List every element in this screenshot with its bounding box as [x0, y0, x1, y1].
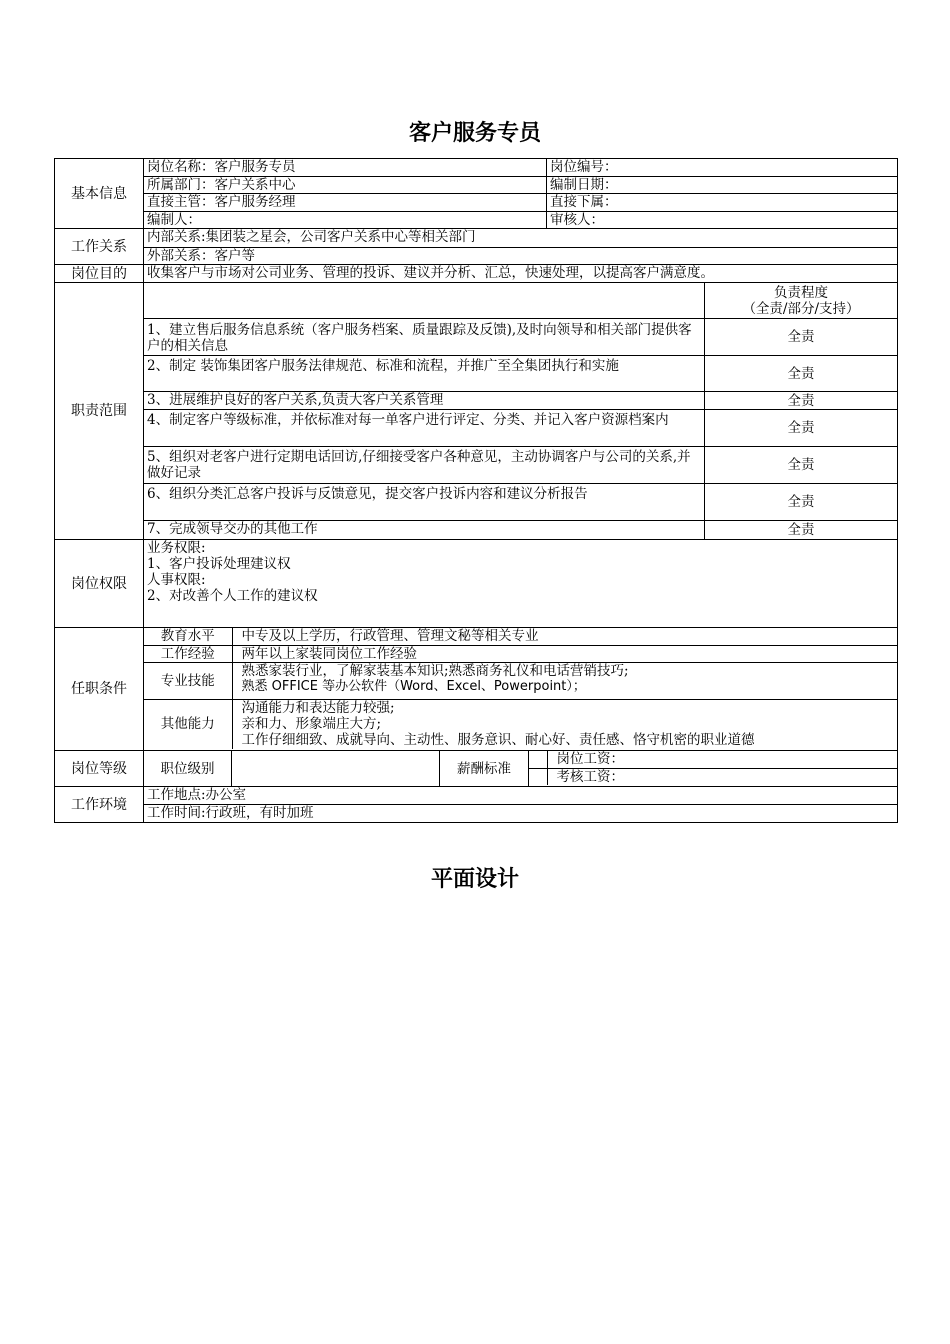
purpose-label: 岗位目的 [55, 265, 144, 283]
purpose-text: 收集客户与市场对公司业务、管理的投诉、建议并分析、汇总，快速处理，以提高客户满意度。 [144, 265, 898, 283]
relations-label: 工作关系 [55, 229, 144, 265]
qualifications-block [144, 628, 898, 751]
external-relations: 外部关系：客户等 [144, 248, 898, 265]
level-value [232, 751, 440, 787]
environment-label: 工作环境 [55, 787, 144, 823]
work-place: 工作地点:办公室 [144, 787, 898, 805]
authority-line: 2、对改善个人工作的建议权 [147, 588, 318, 604]
responsibility-header-line1: 负责程度 [774, 284, 828, 301]
duty-item: 4、制定客户等级标准，并依标准对每一单客户进行评定、分类、并记入客户资源档案内 [144, 410, 705, 447]
level-label: 职位级别 [144, 751, 232, 787]
duty-item: 5、组织对老客户进行定期电话回访,仔细接受客户各种意见，主动协调客户与公司的关系,并做好记录 [144, 447, 705, 484]
qual-line: 亲和力、形象端庄大方; [241, 715, 382, 732]
qual-name: 工作经验 [144, 645, 232, 662]
authority-line: 业务权限: [147, 540, 206, 556]
qual-name: 其他能力 [144, 699, 232, 749]
qualifications-table [144, 628, 897, 749]
job-code-cell: 岗位编号： [547, 159, 898, 177]
qual-line: 熟悉家装行业，了解家装基本知识;熟悉商务礼仪和电话营销技巧; [241, 662, 629, 679]
document-title: 客户服务专员 [408, 121, 541, 146]
grade-label: 岗位等级 [55, 751, 144, 787]
authority-label: 岗位权限 [55, 540, 144, 628]
duties-label: 职责范围 [55, 283, 144, 540]
reviewer-cell: 审核人： [547, 212, 898, 229]
job-title-cell: 岗位名称：客户服务专员 [144, 159, 547, 177]
duty-item: 3、进展维护良好的客户关系,负责大客户关系管理 [144, 392, 705, 410]
qual-value [232, 662, 897, 699]
authority-line: 1、客户投诉处理建议权 [147, 556, 291, 572]
duty-level: 全责 [705, 484, 898, 521]
internal-relations: 内部关系:集团装之星会，公司客户关系中心等相关部门 [144, 229, 898, 248]
compile-date-cell: 编制日期： [547, 177, 898, 194]
duties-header-blank [144, 283, 705, 319]
duty-item: 6、组织分类汇总客户投诉与反馈意见，提交客户投诉内容和建议分析报告 [144, 484, 705, 521]
salary-spacer [529, 768, 547, 785]
supervisor-cell: 直接主管：客户服务经理 [144, 194, 547, 212]
compiler-cell: 编制人： [144, 212, 547, 229]
next-section-title: 平面设计 [430, 867, 519, 892]
salary-table [529, 751, 897, 785]
salary-block [529, 751, 898, 787]
authority-content [144, 540, 898, 628]
duty-level: 全责 [705, 319, 898, 356]
qual-line: 沟通能力和表达能力较强; [241, 699, 395, 716]
qual-value: 中专及以上学历，行政管理、管理文秘等相关专业 [232, 628, 897, 645]
qual-name: 教育水平 [160, 628, 215, 645]
qual-name: 专业技能 [144, 662, 232, 699]
base-salary: 岗位工资： [547, 751, 897, 768]
duty-level: 全责 [705, 356, 898, 392]
duty-level: 全责 [705, 392, 898, 410]
department-cell: 所属部门：客户关系中心 [144, 177, 547, 194]
authority-line: 人事权限: [147, 572, 206, 588]
responsibility-header [705, 283, 898, 319]
qual-line: 熟悉 OFFICE 等办公软件（Word、Excel、Powerpoint）； [241, 678, 586, 694]
qualifications-label: 任职条件 [55, 628, 144, 751]
basic-info-label: 基本信息 [55, 159, 144, 229]
duty-item: 7、完成领导交办的其他工作 [144, 521, 705, 540]
work-hours: 工作时间:行政班，有时加班 [144, 805, 898, 823]
responsibility-header-line2: （全责/部分/支持） [742, 300, 860, 317]
qual-value: 两年以上家装同岗位工作经验 [232, 645, 897, 662]
duty-item: 2、制定 装饰集团客户服务法律规范、标准和流程，并推广至全集团执行和实施 [144, 356, 705, 392]
qual-line: 工作仔细细致、成就导向、主动性、服务意识、耐心好、责任感、恪守机密的职业道德 [241, 731, 755, 748]
duty-level: 全责 [705, 410, 898, 447]
duty-level: 全责 [705, 521, 898, 540]
subordinate-cell: 直接下属： [547, 194, 898, 212]
qual-value [232, 699, 897, 749]
salary-spacer [529, 751, 547, 768]
job-description-table [54, 158, 898, 823]
assessment-salary: 考核工资： [547, 768, 897, 785]
duty-item: 1、建立售后服务信息系统（客户服务档案、质量跟踪及反馈),及时向领导和相关部门提供客户的相关信息 [144, 319, 705, 356]
duty-level: 全责 [705, 447, 898, 484]
salary-label: 薪酬标准 [440, 751, 529, 787]
